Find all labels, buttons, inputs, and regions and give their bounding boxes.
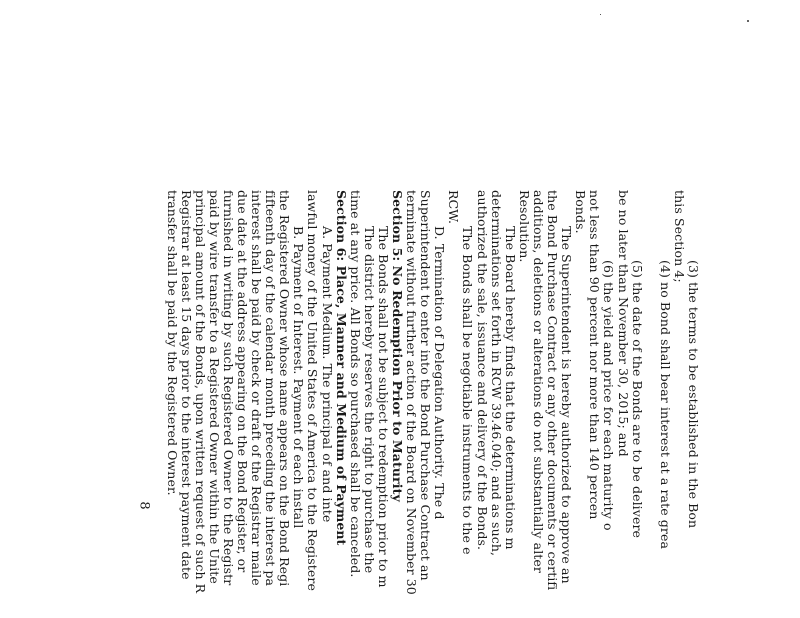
text-line: paid by wire transfer to a Registered Owner within the Unite <box>206 190 222 584</box>
text-line: The Bonds shall not be subject to redemption prior to m <box>375 226 391 588</box>
text-line: authorized the sale, issuance and delivery of the Bonds. <box>474 190 490 551</box>
text-line: the Bond Purchase Contract or any other documents or certifi <box>545 190 561 591</box>
text-line: due date at the address appearing on the Bond Register, or <box>235 190 250 573</box>
text-line: (6) the yield and price for each maturity o <box>601 260 617 531</box>
text-line: determinations set forth in RCW 39.46.040; and as such, <box>488 190 504 557</box>
text-line: Resolution. <box>516 190 532 263</box>
text-line: not less than 90 percent nor more than 140 percen <box>587 190 603 520</box>
section-heading: Section 6: Place, Manner and Medium of Payment <box>333 190 349 546</box>
text-line: A. Payment Medium. The principal of and inte <box>319 226 335 523</box>
text-line: fifteenth day of the calendar month preceding the interest pa <box>263 190 279 587</box>
text-line: be no later than November 30, 2015; and <box>615 190 631 457</box>
rotated-text-block <box>100 190 700 618</box>
text-line: (5) the date of the Bonds are to be delivere <box>629 260 645 539</box>
text-line: additions, deletions or alterations do not substantially alter <box>530 190 546 573</box>
text-line: The Board hereby finds that the determinations m <box>502 226 518 550</box>
text-line: Bonds. <box>573 190 589 234</box>
text-line: Registrar at least 15 days prior to the interest payment date <box>178 190 194 580</box>
text-line: The Bonds shall be negotiable instruments to the e <box>460 226 476 555</box>
text-line: (3) the terms to be established in the Bon <box>686 260 701 529</box>
blank-line <box>644 190 658 618</box>
page-number: 8 <box>136 501 152 510</box>
text-line: this Section 4; <box>671 190 687 283</box>
text-line: RCW. <box>446 190 462 225</box>
scan-speck <box>747 20 749 22</box>
text-line: terminate without further action of the Board on November 30 <box>404 190 420 595</box>
text-line: principal amount of the Bonds, upon written request of such R <box>192 190 208 594</box>
text-line: the Registered Owner whose name appears on the Bond Regi <box>277 190 293 587</box>
text-line: time at any price. All Bonds so purchased shall be canceled. <box>347 190 363 578</box>
text-line: Superintendent to enter into the Bond Purchase Contract an <box>418 190 434 581</box>
text-line: transfer shall be paid by the Registered Owner. <box>164 190 180 496</box>
text-line: B. Payment of Interest. Payment of each install <box>291 226 307 529</box>
scan-speck <box>600 14 601 15</box>
text-line: interest shall be paid by check or draft of the Registrar maile <box>249 190 265 586</box>
text-line: The Superintendent is hereby authorized to approve an <box>559 226 575 584</box>
text-line: (4) no Bond shall bear interest at a rate grea <box>657 260 673 550</box>
text-line: furnished in writing by such Registered Owner to the Registr <box>220 190 236 586</box>
text-line: D. Termination of Delegation Authority. The d <box>432 226 448 520</box>
text-line: lawful money of the United States of America to the Registere <box>305 190 321 591</box>
section-heading: Section 5: No Redemption Prior to Maturity <box>390 190 406 502</box>
text-line: The district hereby reserves the right to purchase the <box>361 226 377 574</box>
